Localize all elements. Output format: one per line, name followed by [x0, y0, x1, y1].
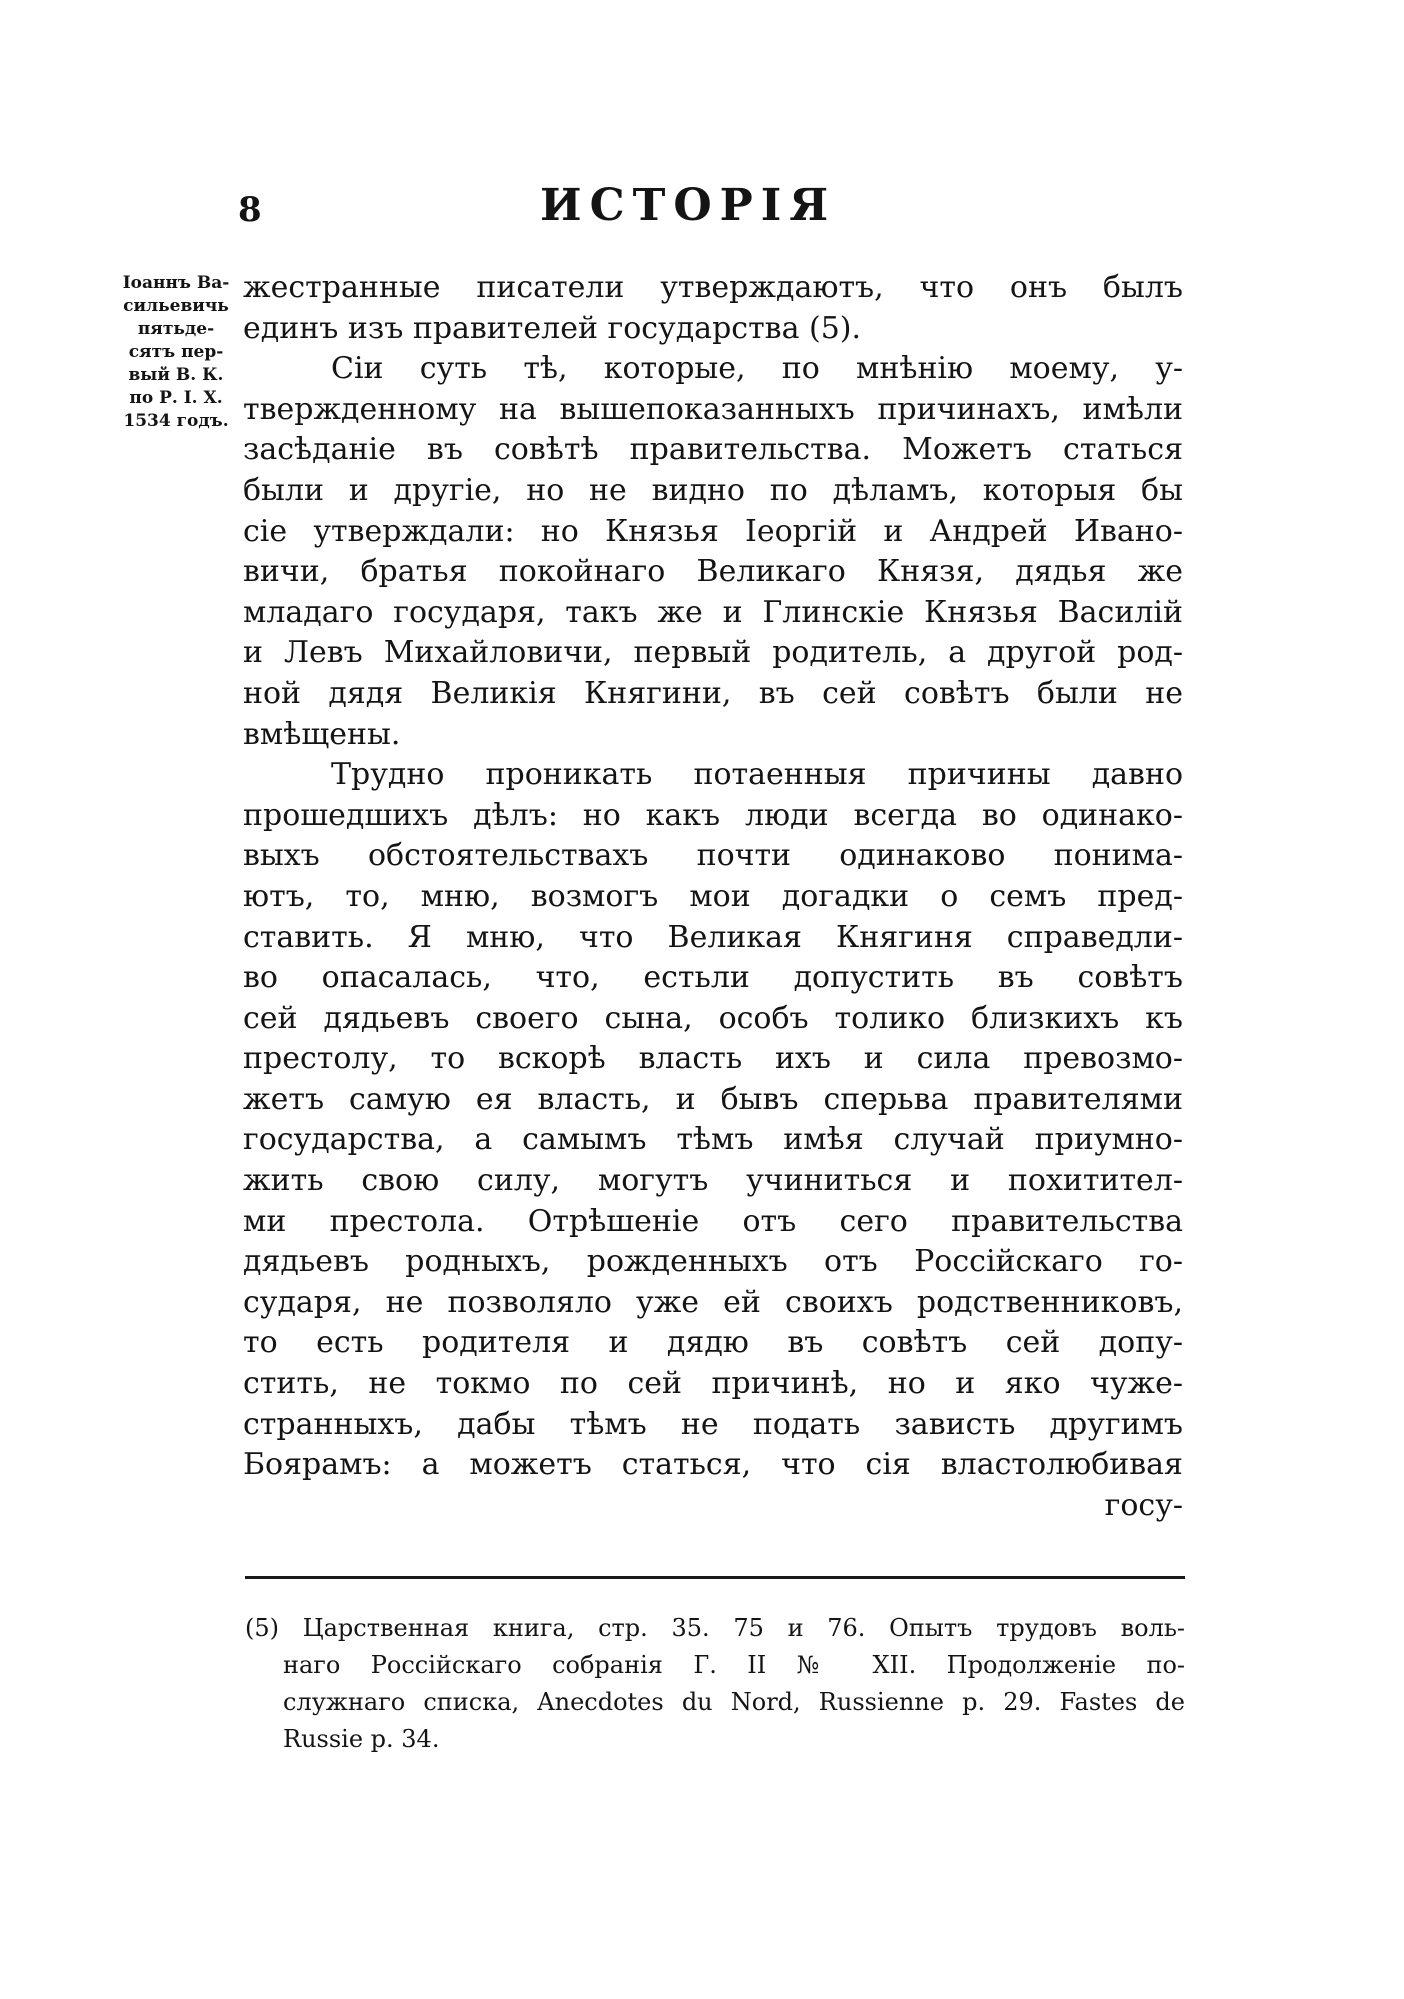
body-line: жетъ самую ея власть, и бывъ сперьва правителями: [243, 1081, 1183, 1117]
body-line: жестранные писатели утверждаютъ, что онъ былъ: [243, 270, 1183, 305]
body-line: Боярамъ: а можетъ статься, что сія властолюбивая: [243, 1447, 1183, 1483]
body-line: дядьевъ родныхъ, рожденныхъ отъ Россійскаго го-: [243, 1244, 1183, 1280]
margin-note-line: 1534 годъ.: [123, 411, 229, 431]
body-line: младаго государя, такъ же и Глинскіе Князья Василій: [243, 594, 1183, 630]
body-line: и Левъ Михайловичи, первый родитель, а другой род-: [243, 635, 1183, 671]
body-line: твержденному на вышепоказанныхъ причинахъ, имѣли: [243, 391, 1183, 427]
footnote: [245, 1610, 1185, 1758]
body-line: Трудно проникать потаенныя причины давно: [331, 757, 1183, 793]
body-line: вмѣщены.: [243, 716, 401, 752]
body-text: [243, 268, 1183, 1526]
body-line: сіе утверждали: но Князья Іеоргій и Андрей Ивано-: [243, 513, 1183, 549]
margin-note: [108, 272, 244, 433]
body-line: ставить. Я мню, что Великая Княгиня справедли-: [243, 919, 1183, 955]
body-line: то есть родителя и дядю въ совѣтъ сей допу-: [243, 1325, 1183, 1361]
footnote-line: (5) Царственная книга, стр. 35. 75 и 76. Опытъ трудовъ воль-: [245, 1614, 1185, 1642]
footnote-line: наго Россійскаго собранія Г. II № XII. Продолженіе по-: [283, 1651, 1185, 1679]
body-line: ми престола. Отрѣшеніе отъ сего правительства: [243, 1203, 1183, 1239]
running-head: ИСТОРІЯ: [540, 180, 837, 231]
body-line: засѣданіе въ совѣтѣ правительства. Можетъ статься: [243, 432, 1183, 468]
margin-note-line: сятъ пер-: [128, 342, 224, 362]
body-line: были и другіе, но не видно по дѣламъ, которыя бы: [243, 472, 1183, 508]
body-line: сударя, не позволяло уже ей своихъ родственниковъ,: [243, 1284, 1183, 1320]
body-line: престолу, то вскорѣ власть ихъ и сила превозмо-: [243, 1041, 1183, 1077]
body-line: жить свою силу, могутъ учиниться и похитител-: [243, 1163, 1183, 1199]
body-line: ной дядя Великія Княгини, въ сей совѣтъ были не: [243, 675, 1183, 711]
footnote-line: Russie p. 34.: [283, 1725, 440, 1753]
page-number: 8: [238, 190, 262, 230]
body-line: странныхъ, дабы тѣмъ не подать зависть другимъ: [243, 1406, 1183, 1442]
catchword: госу-: [1104, 1487, 1183, 1523]
margin-note-line: пятьде-: [137, 319, 215, 339]
body-line: ютъ, то, мню, возмогъ мои догадки о семъ пред-: [243, 878, 1183, 914]
footnote-line: служнаго списка, Anecdotes du Nord, Russienne p. 29. Fastes de: [283, 1688, 1185, 1716]
body-line: Сіи суть тѣ, которые, по мнѣнію моему, у-: [331, 351, 1183, 387]
margin-note-line: по Р. І. Х.: [129, 388, 223, 408]
body-line: единъ изъ правителей государства (5).: [243, 310, 862, 346]
body-line: государства, а самымъ тѣмъ имѣя случай приумно-: [243, 1122, 1183, 1158]
body-line: стить, не токмо по сей причинѣ, но и яко чуже-: [243, 1366, 1183, 1402]
footnote-rule: [245, 1576, 1185, 1579]
body-line: прошедшихъ дѣлъ: но какъ люди всегда во одинако-: [243, 797, 1183, 833]
body-line: выхъ обстоятельствахъ почти одинаково понима-: [243, 838, 1183, 874]
body-line: вичи, братья покойнаго Великаго Князя, дядья же: [243, 554, 1183, 590]
margin-note-line: сильевичь: [123, 296, 229, 316]
margin-note-line: вый В. К.: [128, 365, 224, 385]
body-line: во опасалась, что, естьли допустить въ совѣтъ: [243, 960, 1183, 996]
margin-note-line: Іоаннъ Ва-: [122, 273, 230, 293]
body-line: сей дядьевъ своего сына, особъ толико близкихъ къ: [243, 1000, 1183, 1036]
